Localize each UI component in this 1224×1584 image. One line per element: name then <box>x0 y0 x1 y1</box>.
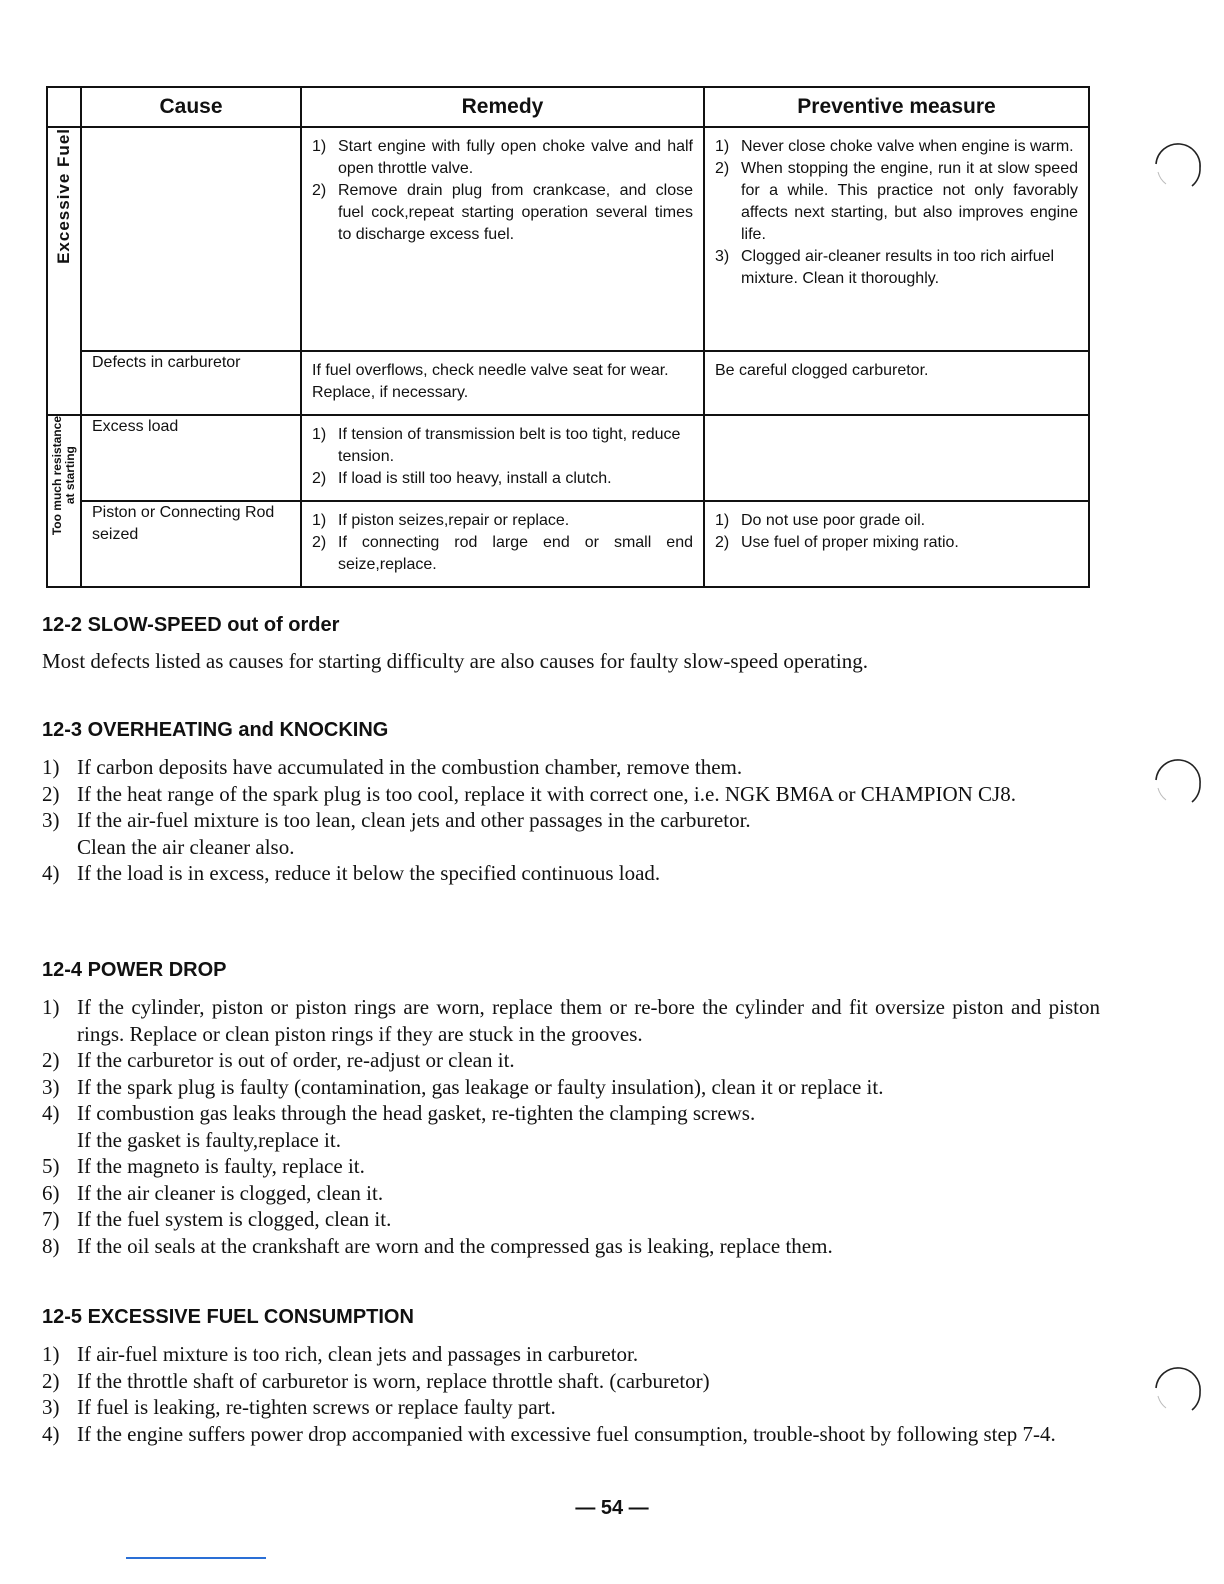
section-list-12-5 <box>42 1341 1100 1447</box>
cause-cell: Excess load <box>81 415 301 501</box>
section-heading-12-5: 12-5 EXCESSIVE FUEL CONSUMPTION <box>42 1306 414 1328</box>
list-item: 1) Start engine with fully open choke valve and half open throttle valve. <box>312 138 693 177</box>
list-item: 1) If the cylinder, piston or piston rings are worn, replace them or re-bore the cylinder and fit oversize piston and piston rings. Replace or clean piston rings if they are stuck in the grooves. <box>42 995 1100 1046</box>
header-preventive: Preventive measure <box>704 87 1089 127</box>
list-item: 2) When stopping the engine, run it at slow speed for a while. This practice not only favorably affects next starting, but also improves engine life. <box>715 160 1078 243</box>
table-header-row <box>47 87 1089 127</box>
remedy-cell <box>301 415 704 501</box>
list-item: 2) If load is still too heavy, install a clutch. <box>312 470 612 487</box>
section-heading-12-3: 12-3 OVERHEATING and KNOCKING <box>42 719 389 741</box>
header-cause: Cause <box>81 87 301 127</box>
cause-cell: Defects in carburetor <box>81 351 301 415</box>
list-item: 1) Do not use poor grade oil. <box>715 512 926 529</box>
remedy-cell <box>301 501 704 587</box>
list-item: 4) If the load is in excess, reduce it below the specified continuous load. <box>42 861 661 885</box>
header-category <box>47 87 81 127</box>
table-row <box>47 127 1089 351</box>
scan-accent-line <box>126 1557 266 1559</box>
list-item: 1) If air-fuel mixture is too rich, clean jets and passages in carburetor. <box>42 1342 639 1366</box>
list-item: 1) If carbon deposits have accumulated in the combustion chamber, remove them. <box>42 755 743 779</box>
section-heading-12-2: 12-2 SLOW-SPEED out of order <box>42 614 340 636</box>
table-row <box>47 415 1089 501</box>
remedy-cell <box>301 351 704 415</box>
punch-hole-icon <box>1152 142 1204 194</box>
category-cell-resistance <box>47 415 81 587</box>
preventive-text: Be careful clogged carburetor. <box>715 362 929 379</box>
list-item: 5) If the magneto is faulty, replace it. <box>42 1154 365 1178</box>
list-item: 8) If the oil seals at the crankshaft are worn and the compressed gas is leaking, replace them. <box>42 1233 833 1258</box>
category-cell-excessive-fuel <box>47 127 81 415</box>
category-label: Too much resistance at starting <box>50 416 77 536</box>
list-item: 3) If fuel is leaking, re-tighten screws or replace faulty part. <box>42 1395 556 1419</box>
list-item: 1) Never close choke valve when engine is warm. <box>715 138 1074 155</box>
cause-cell: Piston or Connecting Rod seized <box>81 501 301 587</box>
section-text-12-2: Most defects listed as causes for starting difficulty are also causes for faulty slow-speed operating. <box>42 649 868 673</box>
table-row <box>47 501 1089 587</box>
page-number: — 54 — <box>575 1497 649 1519</box>
list-item: 3) Clogged air-cleaner results in too rich airfuel mixture. Clean it thoroughly. <box>715 248 1055 287</box>
cause-cell <box>81 127 301 351</box>
list-item: 1) If tension of transmission belt is too tight, reduce tension. <box>312 426 681 465</box>
preventive-cell <box>704 127 1089 351</box>
table-row <box>47 351 1089 415</box>
list-item: 3) If the spark plug is faulty (contamination, gas leakage or faulty insulation), clean it or replace it. <box>42 1074 884 1099</box>
list-item: 2) Use fuel of proper mixing ratio. <box>715 534 959 551</box>
remedy-cell <box>301 127 704 351</box>
section-heading-12-4: 12-4 POWER DROP <box>42 959 227 981</box>
list-item: 2) If the throttle shaft of carburetor is worn, replace throttle shaft. (carburetor) <box>42 1368 710 1393</box>
list-item: 7) If the fuel system is clogged, clean it. <box>42 1207 392 1231</box>
punch-hole-icon <box>1152 1366 1204 1418</box>
punch-hole-icon <box>1152 758 1204 810</box>
list-item: 4) If combustion gas leaks through the head gasket, re-tighten the clamping screws. If the gasket is faulty,replace it. <box>42 1101 756 1152</box>
list-item: 2) Remove drain plug from crankcase, and close fuel cock,repeat starting operation several times to discharge excess fuel. <box>312 182 693 243</box>
list-item: 3) If the air-fuel mixture is too lean, clean jets and other passages in the carburetor. Clean the air cleaner also. <box>42 808 751 859</box>
preventive-cell <box>704 351 1089 415</box>
header-remedy: Remedy <box>301 87 704 127</box>
list-item: 2) If the carburetor is out of order, re-adjust or clean it. <box>42 1048 515 1072</box>
preventive-cell <box>704 501 1089 587</box>
troubleshooting-table <box>46 86 1090 588</box>
section-list-12-3 <box>42 754 1100 887</box>
remedy-text: If fuel overflows, check needle valve seat for wear. Replace, if necessary. <box>312 362 669 401</box>
category-label: Excessive Fuel <box>54 128 73 264</box>
list-item: 2) If the heat range of the spark plug is too cool, replace it with correct one, i.e. NGK BM6A or CHAMPION CJ8. <box>42 781 1016 806</box>
list-item: 4) If the engine suffers power drop accompanied with excessive fuel consumption, trouble-shoot by following step 7-4. <box>42 1421 1056 1446</box>
list-item: 2) If connecting rod large end or small end seize,replace. <box>312 534 693 573</box>
section-list-12-4 <box>42 994 1100 1259</box>
list-item: 6) If the air cleaner is clogged, clean it. <box>42 1180 384 1205</box>
preventive-cell <box>704 415 1089 501</box>
list-item: 1) If piston seizes,repair or replace. <box>312 512 570 529</box>
